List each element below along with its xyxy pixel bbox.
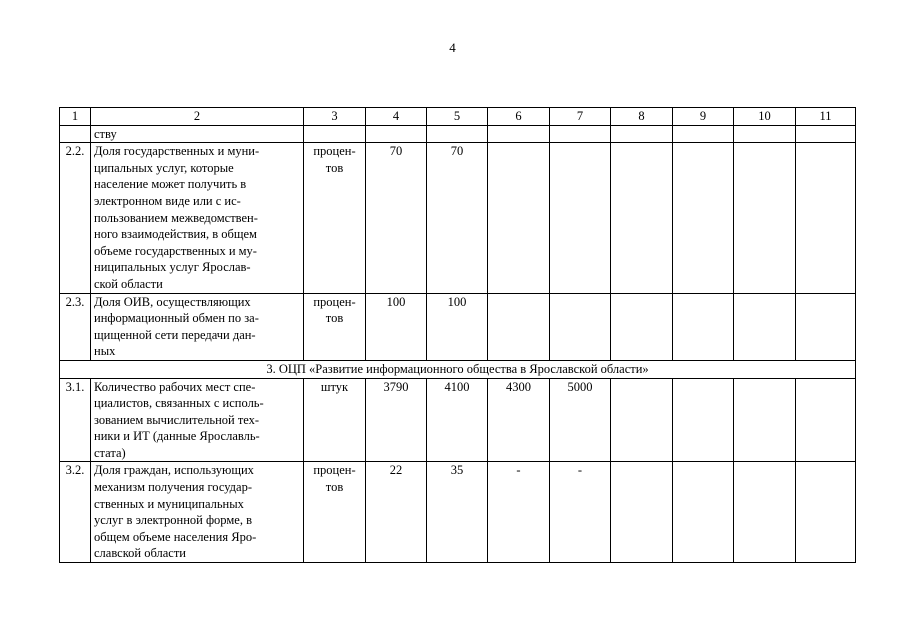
value-cell-10 xyxy=(734,462,796,563)
value-cell-10 xyxy=(734,378,796,462)
value-cell xyxy=(673,125,734,143)
row-number-cell: 3.2. xyxy=(60,462,91,563)
unit-cell: штук xyxy=(304,378,366,462)
value-cell-8 xyxy=(611,293,673,360)
header-cell: 5 xyxy=(427,108,488,126)
page-number: 4 xyxy=(449,40,456,55)
table-row xyxy=(60,143,856,293)
header-cell: 1 xyxy=(60,108,91,126)
value-cell-9 xyxy=(673,378,734,462)
value-cell xyxy=(550,125,611,143)
value-cell-5: 100 xyxy=(427,293,488,360)
value-cell-8 xyxy=(611,378,673,462)
unit-cell: процен- тов xyxy=(304,293,366,360)
indicator-name-cell: Доля государственных и муни- ципальных услуг, которые население может получить в электронном виде или с ис- пользованием межведомствен- ного взаимодействия, в общем объеме государственных и му- ниципальных услуг Ярослав- ской области xyxy=(91,143,304,293)
value-cell-6: - xyxy=(488,462,550,563)
value-cell-6 xyxy=(488,143,550,293)
value-cell-8 xyxy=(611,143,673,293)
section-title-row xyxy=(60,360,856,378)
value-cell-11 xyxy=(796,293,856,360)
header-cell: 9 xyxy=(673,108,734,126)
value-cell xyxy=(488,125,550,143)
header-cell: 10 xyxy=(734,108,796,126)
header-cell: 4 xyxy=(366,108,427,126)
table-row xyxy=(60,462,856,563)
header-cell: 11 xyxy=(796,108,856,126)
value-cell-10 xyxy=(734,293,796,360)
unit-cell: процен- тов xyxy=(304,462,366,563)
section3-rows xyxy=(60,378,856,563)
row-number-cell: 3.1. xyxy=(60,378,91,462)
indicator-name-cell: ству xyxy=(91,125,304,143)
section-title: 3. ОЦП «Развитие информационного общества в Ярославской области» xyxy=(60,360,856,378)
value-cell-5: 35 xyxy=(427,462,488,563)
value-cell-6 xyxy=(488,293,550,360)
header-cell: 2 xyxy=(91,108,304,126)
indicators-table xyxy=(59,107,856,563)
value-cell xyxy=(796,125,856,143)
value-cell-5: 70 xyxy=(427,143,488,293)
value-cell-11 xyxy=(796,462,856,563)
value-cell-4: 70 xyxy=(366,143,427,293)
value-cell xyxy=(366,125,427,143)
value-cell-7 xyxy=(550,143,611,293)
header-cell: 6 xyxy=(488,108,550,126)
indicator-name-cell: Доля ОИВ, осуществляющих информационный обмен по за- щищенной сети передачи дан- ных xyxy=(91,293,304,360)
value-cell-7: - xyxy=(550,462,611,563)
value-cell-4: 100 xyxy=(366,293,427,360)
value-cell-11 xyxy=(796,378,856,462)
header-cell: 3 xyxy=(304,108,366,126)
unit-cell: процен- тов xyxy=(304,143,366,293)
indicator-name-cell: Количество рабочих мест спе- циалистов, связанных с исполь- зованием вычислительной тех- ники и ИТ (данные Ярославль- стата) xyxy=(91,378,304,462)
section2-rows xyxy=(60,143,856,361)
value-cell-8 xyxy=(611,462,673,563)
table-row xyxy=(60,378,856,462)
value-cell-10 xyxy=(734,143,796,293)
value-cell-9 xyxy=(673,143,734,293)
value-cell-9 xyxy=(673,293,734,360)
header-cell: 7 xyxy=(550,108,611,126)
table-row-continuation xyxy=(60,125,856,143)
value-cell-7 xyxy=(550,293,611,360)
header-row xyxy=(60,108,856,126)
unit-cell xyxy=(304,125,366,143)
value-cell-9 xyxy=(673,462,734,563)
value-cell xyxy=(611,125,673,143)
row-number-cell: 2.2. xyxy=(60,143,91,293)
value-cell-11 xyxy=(796,143,856,293)
value-cell-4: 3790 xyxy=(366,378,427,462)
value-cell-6: 4300 xyxy=(488,378,550,462)
value-cell-7: 5000 xyxy=(550,378,611,462)
table-row xyxy=(60,293,856,360)
indicator-name-cell: Доля граждан, использующих механизм получения государ- ственных и муниципальных услуг в электронной форме, в общем объеме населения Яро- славской области xyxy=(91,462,304,563)
row-number-cell: 2.3. xyxy=(60,293,91,360)
value-cell-4: 22 xyxy=(366,462,427,563)
value-cell-5: 4100 xyxy=(427,378,488,462)
row-number-cell xyxy=(60,125,91,143)
value-cell xyxy=(427,125,488,143)
header-cell: 8 xyxy=(611,108,673,126)
value-cell xyxy=(734,125,796,143)
